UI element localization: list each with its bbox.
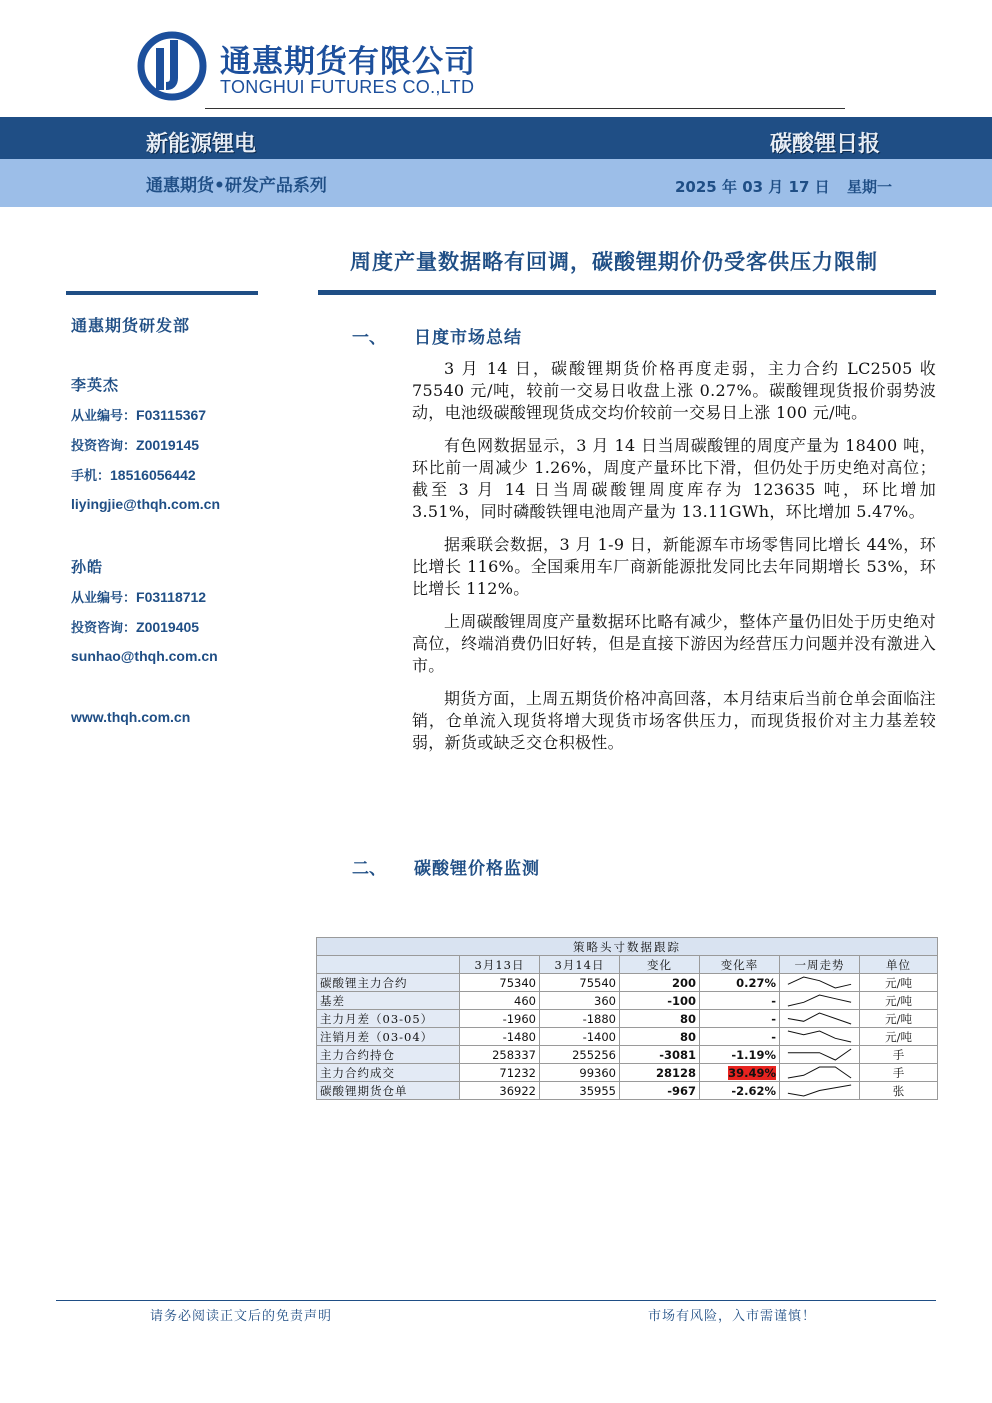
table-row xyxy=(317,974,938,992)
row-label: 主力月差（03-05） xyxy=(317,1010,460,1028)
change-value: 28128 xyxy=(620,1064,700,1082)
change-value: 80 xyxy=(620,1028,700,1046)
research-dept: 通惠期货研发部 xyxy=(71,316,191,335)
weekly-trend-sparkline xyxy=(780,1064,860,1082)
change-rate-value: 0.27% xyxy=(736,975,776,990)
table-header-cell: 3月14日 xyxy=(540,956,620,974)
weekly-trend-sparkline xyxy=(780,992,860,1010)
value-mar14: 99360 xyxy=(540,1064,620,1082)
header-divider xyxy=(205,108,845,109)
body-paragraph: 有色网数据显示，3 月 14 日当周碳酸锂的周度产量为 18400 吨，环比前一周减少 1.26%，周度产量环比下滑，但仍处于历史绝对高位；截至 3 月 14 日当周碳酸锂周度库存为 123635 吨，环比增加 3.51%，同时磷酸铁锂电池周产量为 13.11GWh，环比增加 5.47%。 xyxy=(412,436,936,521)
table-header-cell xyxy=(317,956,460,974)
unit-label: 张 xyxy=(860,1082,938,1100)
analyst-consult: 投资咨询：Z0019145 xyxy=(71,437,200,454)
change-rate xyxy=(700,1046,780,1064)
unit-label: 手 xyxy=(860,1046,938,1064)
value-mar13: 36922 xyxy=(460,1082,540,1100)
table-row xyxy=(317,1028,938,1046)
unit-label: 元/吨 xyxy=(860,992,938,1010)
row-label: 基差 xyxy=(317,992,460,1010)
row-label: 主力合约成交 xyxy=(317,1064,460,1082)
change-value: -967 xyxy=(620,1082,700,1100)
change-value: -100 xyxy=(620,992,700,1010)
sparkline-path xyxy=(788,1013,851,1024)
unit-label: 元/吨 xyxy=(860,1010,938,1028)
table-header-cell: 一周走势 xyxy=(780,956,860,974)
body-paragraph: 3 月 14 日，碳酸锂期货价格再度走弱，主力合约 LC2505 收 75540 元/吨，较前一交易日收盘上涨 0.27%。碳酸锂现货报价弱势波动，电池级碳酸锂现货成交均价较前一交易日上涨 100 元/吨。 xyxy=(412,359,936,422)
table-caption: 策略头寸数据跟踪 xyxy=(317,938,938,956)
footer-divider xyxy=(56,1300,936,1301)
series-label: 通惠期货•研发产品系列 xyxy=(146,176,327,196)
table-row xyxy=(317,1082,938,1100)
website-link[interactable]: www.thqh.com.cn xyxy=(71,709,191,725)
table-row xyxy=(317,992,938,1010)
unit-label: 元/吨 xyxy=(860,974,938,992)
analyst-phone: 手机：18516056442 xyxy=(71,467,196,484)
disclaimer-note: 请务必阅读正文后的免责声明 xyxy=(150,1309,333,1324)
table-row xyxy=(317,1064,938,1082)
weekly-trend-sparkline xyxy=(780,1046,860,1064)
change-rate-value: - xyxy=(771,1011,776,1026)
body-paragraph: 期货方面，上周五期货价格冲高回落，本月结束后当前仓单会面临注销，仓单流入现货将增大现货市场客供压力，而现货报价对主力基差较弱，新货或缺乏交仓积极性。 xyxy=(412,689,936,752)
value-mar14: 255256 xyxy=(540,1046,620,1064)
analyst-name: 李英杰 xyxy=(71,376,120,394)
change-rate xyxy=(700,1028,780,1046)
sparkline-path xyxy=(788,977,851,988)
change-rate-value: 39.49% xyxy=(728,1065,776,1080)
change-value: 80 xyxy=(620,1010,700,1028)
value-mar14: 360 xyxy=(540,992,620,1010)
row-label: 主力合约持仓 xyxy=(317,1046,460,1064)
section-title: 碳酸锂价格监测 xyxy=(414,859,540,879)
table-header-cell: 单位 xyxy=(860,956,938,974)
weekly-trend-sparkline xyxy=(780,1010,860,1028)
change-rate xyxy=(700,1010,780,1028)
weekly-trend-sparkline xyxy=(780,974,860,992)
change-value: 200 xyxy=(620,974,700,992)
report-weekday: 星期一 xyxy=(847,178,893,196)
value-mar14: 35955 xyxy=(540,1082,620,1100)
section-number: 一、 xyxy=(352,328,386,348)
company-name-en: TONGHUI FUTURES CO.,LTD xyxy=(220,77,475,97)
analyst-license: 从业编号：F03115367 xyxy=(71,407,207,424)
market-summary xyxy=(412,358,936,765)
value-mar13: 71232 xyxy=(460,1064,540,1082)
banner-category: 新能源锂电 xyxy=(146,132,257,157)
company-name-cn: 通惠期货有限公司 xyxy=(220,44,476,80)
value-mar14: -1880 xyxy=(540,1010,620,1028)
analyst-email[interactable]: sunhao@thqh.com.cn xyxy=(71,648,218,664)
report-date: 2025 年 03 月 17 日 xyxy=(675,178,830,196)
value-mar13: -1960 xyxy=(460,1010,540,1028)
value-mar13: 75340 xyxy=(460,974,540,992)
row-label: 碳酸锂主力合约 xyxy=(317,974,460,992)
risk-note: 市场有风险，入市需谨慎！ xyxy=(648,1309,817,1324)
table-header-cell: 3月13日 xyxy=(460,956,540,974)
change-rate xyxy=(700,992,780,1010)
table-header-cell: 变化 xyxy=(620,956,700,974)
change-rate-value: - xyxy=(771,993,776,1008)
value-mar14: 75540 xyxy=(540,974,620,992)
value-mar13: -1480 xyxy=(460,1028,540,1046)
report-headline: 周度产量数据略有回调，碳酸锂期价仍受客供压力限制 xyxy=(350,249,878,274)
weekly-trend-sparkline xyxy=(780,1082,860,1100)
sidebar-divider xyxy=(66,291,258,295)
weekly-trend-sparkline xyxy=(780,1028,860,1046)
sparkline-path xyxy=(788,995,851,1006)
body-paragraph: 上周碳酸锂周度产量数据环比略有减少，整体产量仍旧处于历史绝对高位，终端消费仍旧好转，但是直接下游因为经营压力问题并没有激进入市。 xyxy=(412,612,936,675)
row-label: 注销月差（03-04） xyxy=(317,1028,460,1046)
sparkline-path xyxy=(788,1049,851,1060)
table-header-cell: 变化率 xyxy=(700,956,780,974)
body-paragraph: 据乘联会数据，3 月 1-9 日，新能源车市场零售同比增长 44%，环比增长 116%。全国乘用车厂商新能源批发同比去年同期增长 53%，环比增长 112%。 xyxy=(412,535,936,598)
section-title: 日度市场总结 xyxy=(414,328,522,348)
headline-divider xyxy=(318,290,936,295)
company-logo-icon xyxy=(136,30,208,102)
value-mar13: 258337 xyxy=(460,1046,540,1064)
change-value: -3081 xyxy=(620,1046,700,1064)
analyst-email[interactable]: liyingjie@thqh.com.cn xyxy=(71,496,220,512)
unit-label: 手 xyxy=(860,1064,938,1082)
section-number: 二、 xyxy=(352,859,386,879)
change-rate-value: -1.19% xyxy=(731,1047,776,1062)
unit-label: 元/吨 xyxy=(860,1028,938,1046)
analyst-name: 孙皓 xyxy=(71,558,104,576)
table-row xyxy=(317,1046,938,1064)
analyst-license: 从业编号：F03118712 xyxy=(71,589,207,606)
change-rate-value: - xyxy=(771,1029,776,1044)
row-label: 碳酸锂期货仓单 xyxy=(317,1082,460,1100)
banner-report-type: 碳酸锂日报 xyxy=(770,132,881,157)
table-row xyxy=(317,1010,938,1028)
change-rate xyxy=(700,1082,780,1100)
change-rate xyxy=(700,1064,780,1082)
change-rate-value: -2.62% xyxy=(731,1083,776,1098)
analyst-consult: 投资咨询：Z0019405 xyxy=(71,619,200,636)
price-monitor-table xyxy=(316,937,937,1100)
sparkline-path xyxy=(788,1031,851,1042)
sparkline-path xyxy=(788,1085,851,1096)
value-mar14: -1400 xyxy=(540,1028,620,1046)
sparkline-path xyxy=(788,1067,851,1078)
value-mar13: 460 xyxy=(460,992,540,1010)
change-rate xyxy=(700,974,780,992)
